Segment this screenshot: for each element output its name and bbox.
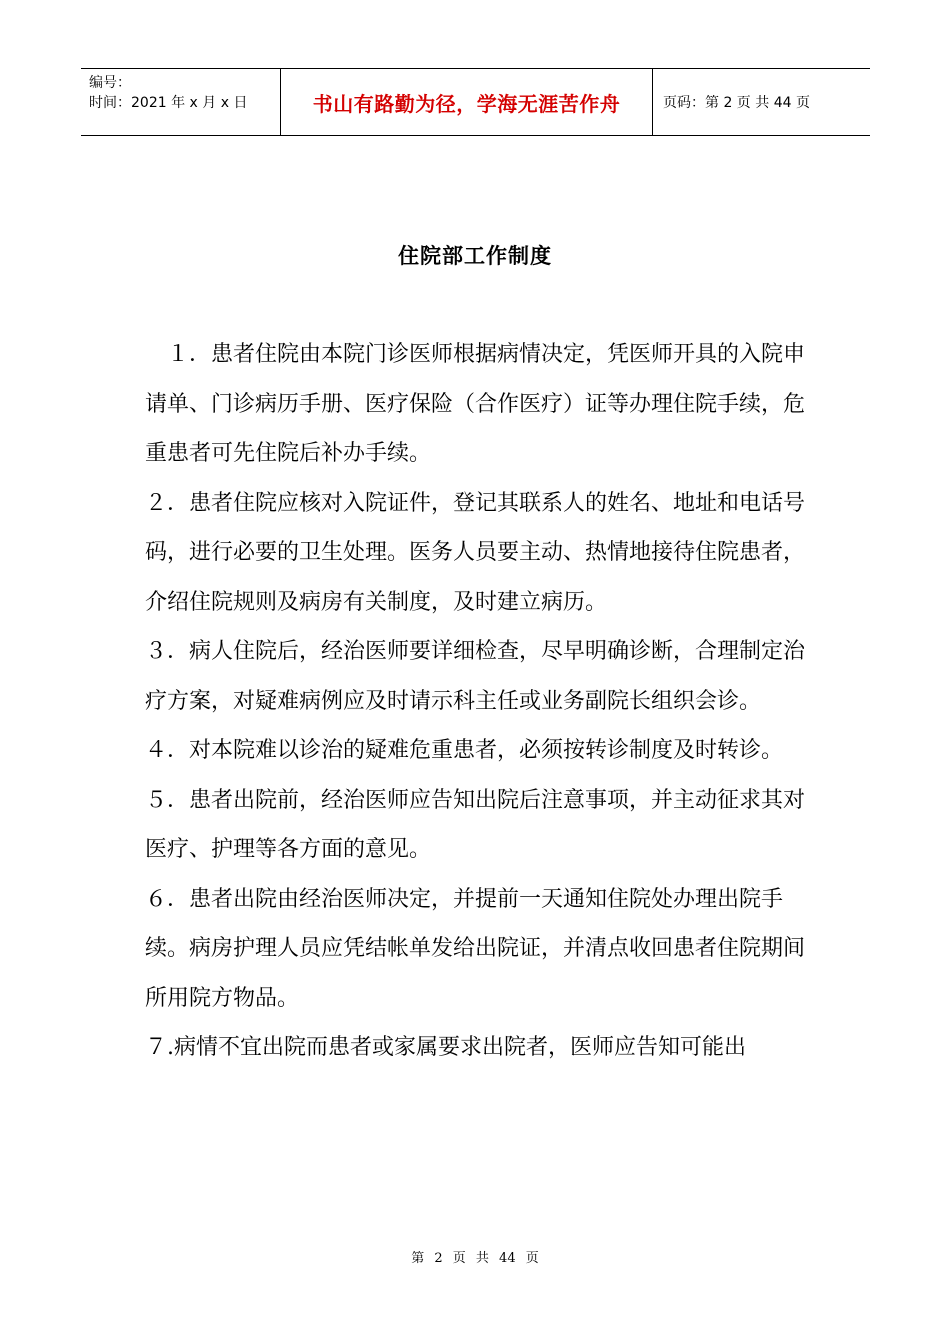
motto: 书山有路勤为径，学海无涯苦作舟 <box>312 91 621 116</box>
page-header <box>81 68 870 136</box>
paragraph-5: ５．患者出院前，经治医师应告知出院后注意事项，并主动征求其对医疗、护理等各方面的意见。 <box>145 787 806 862</box>
paragraph-1: １．患者住院由本院门诊医师根据病情决定，凭医师开具的入院申请单、门诊病历手册、医疗保险（合作医疗）证等办理住院手续，危重患者可先住院后补办手续。 <box>145 342 806 466</box>
document-body <box>145 330 805 1073</box>
paragraph-2: ２．患者住院应核对入院证件，登记其联系人的姓名、地址和电话号码，进行必要的卫生处理。医务人员要主动、热情地接待住院患者，介绍住院规则及病房有关制度，及时建立病历。 <box>145 490 806 615</box>
paragraph-7: ７.病情不宜出院而患者或家属要求出院者，医师应告知可能出 <box>145 1035 746 1060</box>
header-meta <box>81 69 281 135</box>
number-label: 编号： <box>89 75 131 91</box>
header-page-info-cell <box>653 69 870 135</box>
document-title: 住院部工作制度 <box>398 244 552 268</box>
paragraph-4: ４．对本院难以诊治的疑难危重患者，必须按转诊制度及时转诊。 <box>145 738 784 763</box>
page-info: 页码：第 2 页 共 44 页 <box>663 95 810 111</box>
paragraph-6: ６．患者出院由经治医师决定，并提前一天通知住院处办理出院手续。病房护理人员应凭结帐单发给出院证，并清点收回患者住院期间所用院方物品。 <box>145 886 806 1011</box>
paragraph-3: ３．病人住院后，经治医师要详细检查，尽早明确诊断，合理制定治疗方案，对疑难病例应及时请示科主任或业务副院长组织会诊。 <box>145 639 806 714</box>
header-motto-cell <box>281 69 653 135</box>
date-label: 时间：2021 年 x 月 x 日 <box>89 95 248 111</box>
page-footer: 第 2 页 共 44 页 <box>411 1251 539 1266</box>
